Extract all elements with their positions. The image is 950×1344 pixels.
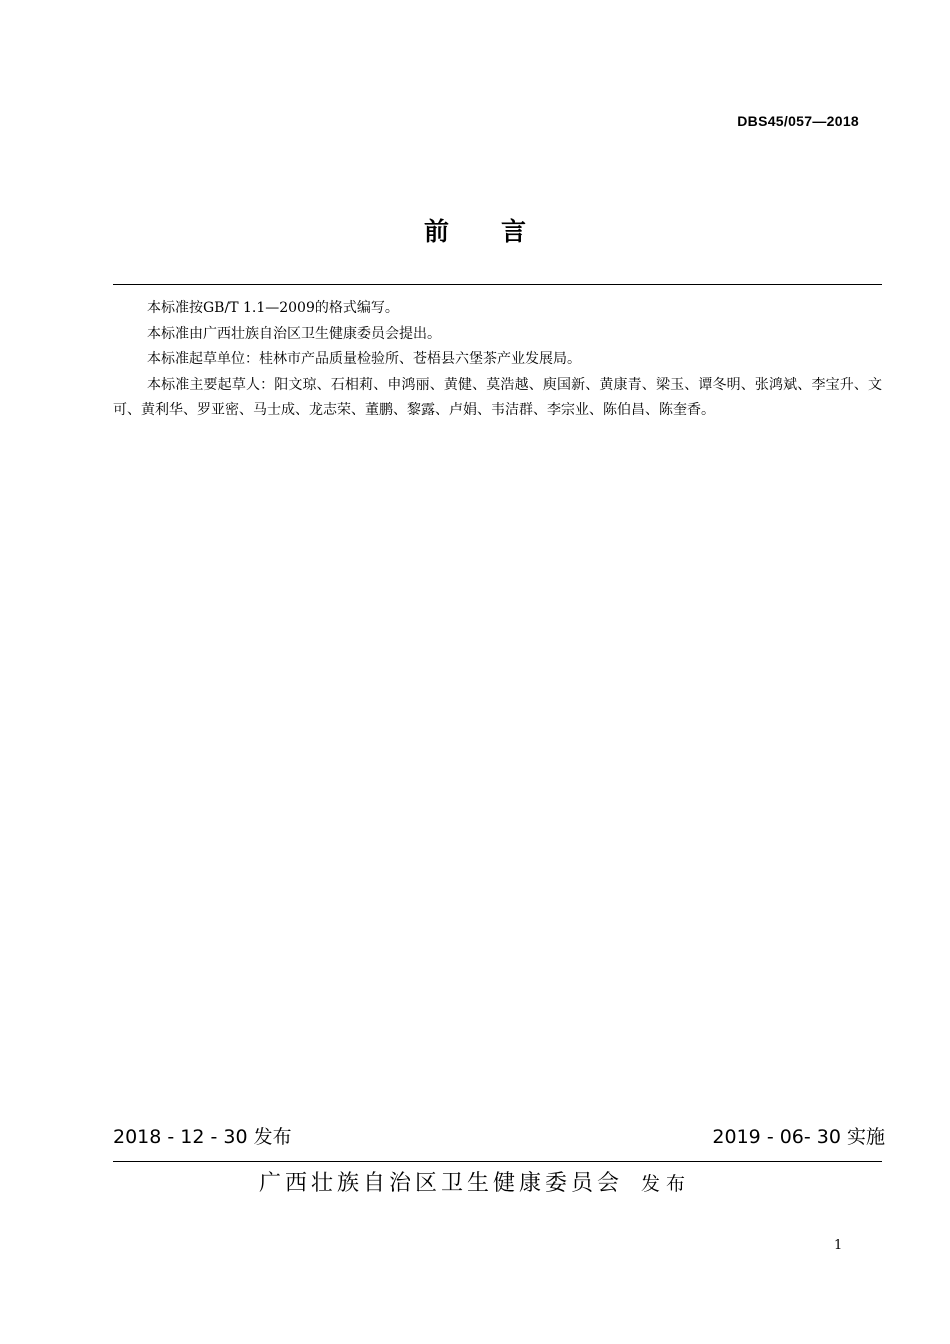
- issuer-name: 广西壮族自治区卫生健康委员会: [258, 1171, 623, 1196]
- paragraph-format: 本标准按GB/T 1.1—2009的格式编写。: [147, 300, 399, 316]
- date-row: [113, 1122, 885, 1150]
- issue-date: 2018 - 12 - 30 发布: [113, 1126, 292, 1148]
- document-code: DBS45/057—2018: [737, 113, 859, 129]
- page-number: 1: [834, 1238, 843, 1253]
- page-title: 前言: [423, 217, 578, 246]
- issue-label: 发布: [641, 1173, 692, 1195]
- paragraph-drafting-units: 本标准起草单位：桂林市产品质量检验所、苍梧县六堡茶产业发展局。: [147, 351, 581, 367]
- paragraph-drafters: 本标准主要起草人：阳文琼、石相莉、申鸿丽、黄健、莫浩越、庾国新、黄康青、梁玉、谭冬明、张鸿斌、李宝升、文可、黄利华、罗亚密、马士成、龙志荣、董鹏、黎露、卢娟、韦洁群、李宗业、陈伯昌、陈奎香。: [113, 376, 882, 418]
- paragraph-proposer: 本标准由广西壮族自治区卫生健康委员会提出。: [147, 325, 441, 342]
- bottom-divider: [113, 1161, 882, 1162]
- issuer-row: [0, 1166, 950, 1197]
- top-divider: [113, 284, 882, 285]
- effective-date: 2019 - 06- 30 实施: [712, 1126, 885, 1148]
- foreword-body: [113, 296, 882, 424]
